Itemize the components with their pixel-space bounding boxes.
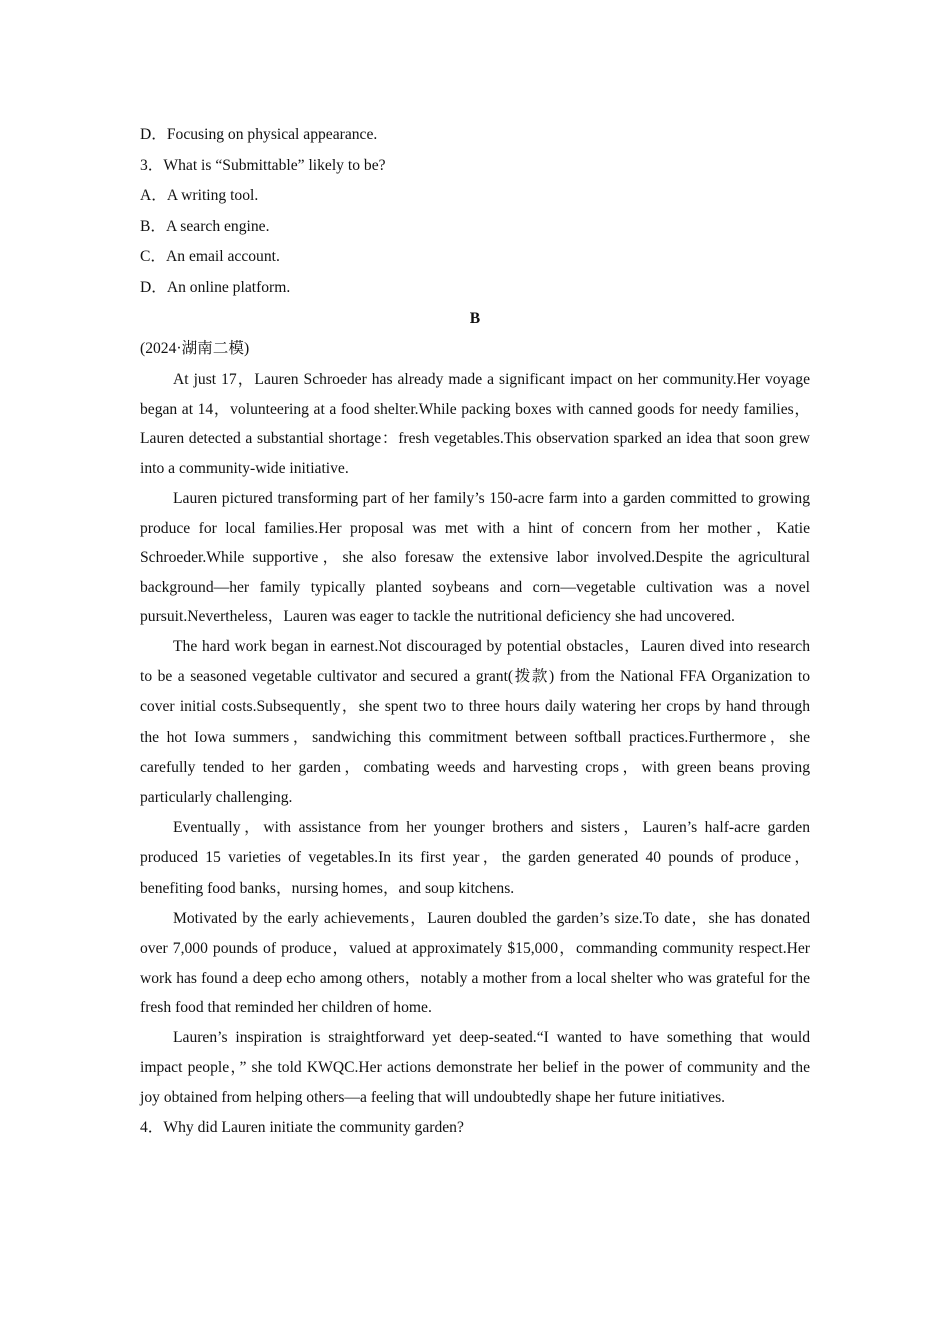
source-note: (2024·湖南二模) <box>140 340 250 358</box>
section-title: B <box>469 309 481 327</box>
q3-option-b: B．A search engine. <box>140 217 270 235</box>
passage-paragraph-1: At just 17，Lauren Schroeder has already made a significant impact on her community.Her voyage began at 14，volunteering at a food shelter.While packing boxes with canned goods for needy families，Lauren detected a substantial shortage：fresh vegetables.This observation sparked an idea that soon grew into a community-wide initiative. <box>140 370 810 478</box>
passage-paragraph-4: Eventually，with assistance from her younger brothers and sisters，Lauren’s half-acre garden produced 15 varieties of vegetables.In its first year，the garden generated 40 pounds of produce，benefiting food banks，nursing homes，and soup kitchens. <box>140 819 810 897</box>
q3-option-a: A．A writing tool. <box>140 187 259 205</box>
q3-option-c: C．An email account. <box>140 248 280 266</box>
document-page <box>140 120 810 1143</box>
q4-question: 4．Why did Lauren initiate the community garden? <box>140 1119 464 1137</box>
q3-question: 3．What is “Submittable” likely to be? <box>140 156 386 174</box>
q2-option-d: D．Focusing on physical appearance. <box>140 126 378 143</box>
passage-paragraph-5: Motivated by the early achievements，Lauren doubled the garden’s size.To date，she has donated over 7,000 pounds of produce，valued at approximately $15,000，commanding community respect.Her work has found a deep echo among others，notably a mother from a local shelter who was grateful for the fresh food that reminded her children of home. <box>140 909 810 1017</box>
passage-paragraph-3: The hard work began in earnest.Not discouraged by potential obstacles，Lauren dived into research to be a seasoned vegetable cultivator and secured a grant(拨款) from the National FFA Organization to cover initial costs.Subsequently，she spent two to three hours daily watering her crops by hand through the hot Iowa summers，sandwiching this commitment between softball practices.Furthermore，she carefully tended to her garden，combating weeds and harvesting crops，with green beans proving particularly challenging. <box>140 637 810 806</box>
q3-option-d: D．An online platform. <box>140 278 291 296</box>
passage-paragraph-2: Lauren pictured transforming part of her family’s 150-acre farm into a garden committed to growing produce for local families.Her proposal was met with a hint of concern from her mother，Katie Schroeder.While supportive，she also foresaw the extensive labor involved.Despite the agricultural background—her family typically planted soybeans and corn—vegetable cultivation was a novel pursuit.Nevertheless，Lauren was eager to tackle the nutritional deficiency she had uncovered. <box>140 489 810 626</box>
passage-paragraph-6: Lauren’s inspiration is straightforward yet deep-seated.“I wanted to have something that would impact people，” she told KWQC.Her actions demonstrate her belief in the power of community and the joy obtained from helping others—a feeling that will undoubtedly shape her future initiatives. <box>140 1029 810 1106</box>
